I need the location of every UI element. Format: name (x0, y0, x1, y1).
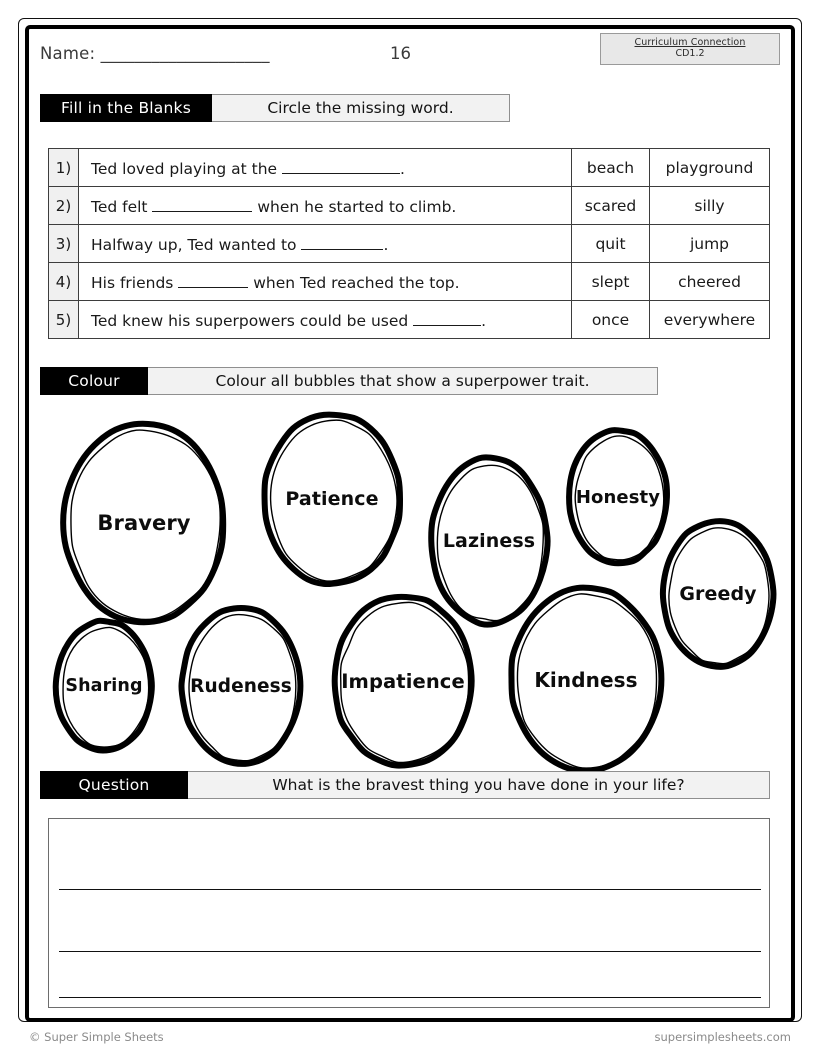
row-number: 1) (49, 149, 79, 187)
section-instruction-question: What is the bravest thing you have done in your life? (188, 771, 770, 799)
answer-blank[interactable] (282, 158, 400, 174)
trait-bubble-label: Laziness (442, 530, 536, 552)
section-tag-question: Question (40, 771, 188, 799)
option-a[interactable]: quit (572, 225, 650, 263)
option-a[interactable]: beach (572, 149, 650, 187)
sentence-cell (79, 301, 572, 339)
curriculum-connection-code: CD1.2 (675, 48, 705, 59)
sentence-text-before: Ted felt (91, 197, 153, 216)
curriculum-connection-title: Curriculum Connection (634, 37, 746, 49)
row-number: 3) (49, 225, 79, 263)
sentence-text-after: . (399, 159, 405, 178)
option-b[interactable]: playground (650, 149, 770, 187)
table-row (49, 263, 770, 301)
trait-bubble-label: Bravery (97, 511, 191, 535)
sentence-text-after: when he started to climb. (252, 197, 457, 216)
row-number: 5) (49, 301, 79, 339)
worksheet-header (40, 37, 780, 82)
trait-bubble[interactable] (176, 602, 306, 770)
curriculum-connection-badge (600, 33, 780, 65)
fill-in-the-blanks-body (49, 149, 770, 339)
trait-bubble-label: Impatience (341, 669, 465, 693)
worksheet-footer (25, 1030, 795, 1050)
sentence-text-after: . (481, 311, 487, 330)
answer-blank[interactable] (152, 196, 252, 212)
name-field-label[interactable]: Name: ____________________ (40, 44, 270, 63)
answer-blank[interactable] (413, 310, 481, 326)
section-header-question (40, 771, 770, 799)
trait-bubble-label: Honesty (575, 486, 661, 508)
section-instruction-fill-in-the-blanks: Circle the missing word. (212, 94, 510, 122)
answer-blank[interactable] (301, 234, 383, 250)
writing-line (59, 951, 761, 952)
sentence-cell (79, 149, 572, 187)
table-row (49, 187, 770, 225)
footer-website: supersimplesheets.com (654, 1030, 791, 1044)
option-a[interactable]: once (572, 301, 650, 339)
option-b[interactable]: jump (650, 225, 770, 263)
option-b[interactable]: everywhere (650, 301, 770, 339)
sentence-text-before: Halfway up, Ted wanted to (91, 235, 302, 254)
option-b[interactable]: cheered (650, 263, 770, 301)
sentence-text-after: . (383, 235, 389, 254)
trait-bubble[interactable] (328, 590, 478, 772)
section-tag-colour: Colour (40, 367, 148, 395)
trait-bubble[interactable] (505, 582, 667, 777)
option-b[interactable]: silly (650, 187, 770, 225)
section-instruction-colour: Colour all bubbles that show a superpower trait. (148, 367, 658, 395)
row-number: 2) (49, 187, 79, 225)
trait-bubble[interactable] (50, 615, 158, 757)
sentence-text-before: His friends (91, 273, 179, 292)
trait-bubble-label: Patience (285, 488, 379, 510)
trait-bubble-label: Sharing (65, 676, 143, 696)
writing-line (59, 889, 761, 890)
table-row (49, 225, 770, 263)
trait-bubble[interactable] (258, 408, 406, 590)
trait-bubble-label: Greedy (679, 583, 757, 605)
footer-copyright: © Super Simple Sheets (29, 1030, 164, 1044)
fill-in-the-blanks-table (48, 148, 770, 339)
page-number: 16 (390, 44, 411, 63)
row-number: 4) (49, 263, 79, 301)
trait-bubble[interactable] (657, 515, 779, 673)
table-row (49, 149, 770, 187)
answer-box[interactable] (48, 818, 770, 1008)
section-tag-fill-in-the-blanks: Fill in the Blanks (40, 94, 212, 122)
trait-bubble-label: Rudeness (190, 675, 292, 697)
trait-bubbles-area (40, 402, 780, 762)
table-row (49, 301, 770, 339)
trait-bubble-label: Kindness (534, 667, 638, 692)
sentence-cell (79, 263, 572, 301)
trait-bubble[interactable] (58, 418, 230, 628)
writing-line (59, 997, 761, 998)
section-header-fill-in-the-blanks (40, 94, 510, 122)
section-header-colour (40, 367, 658, 395)
option-a[interactable]: slept (572, 263, 650, 301)
sentence-cell (79, 225, 572, 263)
sentence-text-before: Ted knew his superpowers could be used (91, 311, 414, 330)
answer-blank[interactable] (178, 272, 248, 288)
sentence-cell (79, 187, 572, 225)
sentence-text-before: Ted loved playing at the (91, 159, 282, 178)
option-a[interactable]: scared (572, 187, 650, 225)
sentence-text-after: when Ted reached the top. (248, 273, 460, 292)
